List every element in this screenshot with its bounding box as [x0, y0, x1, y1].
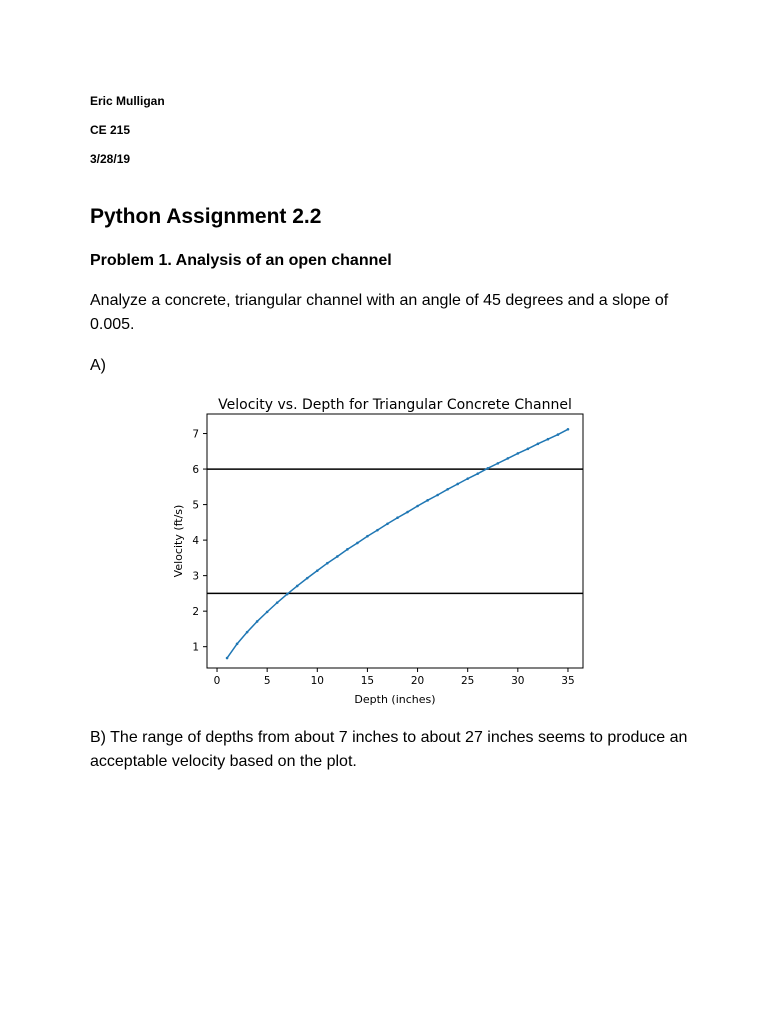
- x-axis: [214, 668, 575, 687]
- data-point: [356, 542, 359, 545]
- problem-heading: Problem 1. Analysis of an open channel: [90, 252, 392, 269]
- assignment-title: Python Assignment 2.2: [90, 205, 322, 228]
- data-point: [366, 535, 369, 538]
- data-point: [256, 620, 259, 623]
- data-point: [436, 494, 439, 497]
- data-point: [446, 488, 449, 491]
- x-tick-label: 20: [410, 675, 425, 687]
- y-axis: [192, 429, 207, 654]
- data-point: [557, 433, 560, 436]
- x-tick-label: 5: [263, 675, 271, 687]
- data-point: [537, 443, 540, 446]
- data-point: [276, 601, 279, 604]
- part-b-answer: B) The range of depths from about 7 inches to about 27 inches seems to produce an acceptable velocity based on the plot.: [90, 729, 688, 770]
- data-point: [316, 569, 319, 572]
- y-tick-label: 4: [192, 535, 199, 548]
- data-point: [486, 467, 489, 470]
- y-tick-label: 2: [192, 606, 199, 619]
- data-point: [236, 643, 239, 646]
- data-point: [226, 657, 229, 660]
- data-point: [376, 529, 379, 532]
- document-date: 3/28/19: [90, 152, 131, 166]
- data-point: [386, 522, 389, 525]
- data-point: [416, 505, 419, 508]
- x-axis-label: Depth (inches): [354, 693, 436, 706]
- data-point: [326, 562, 329, 565]
- part-a-label: A): [90, 357, 106, 374]
- data-point: [527, 448, 530, 451]
- x-tick-label: 35: [561, 675, 575, 687]
- data-point: [246, 631, 249, 634]
- author-name: Eric Mulligan: [90, 94, 165, 108]
- x-tick-label: 0: [213, 675, 221, 687]
- x-tick-label: 25: [461, 675, 475, 687]
- course-code: CE 215: [90, 123, 131, 137]
- data-point: [286, 593, 289, 596]
- data-point: [396, 516, 399, 519]
- data-point: [466, 477, 469, 480]
- data-point: [346, 548, 349, 551]
- data-point: [296, 585, 299, 588]
- y-axis-label: Velocity (ft/s): [172, 504, 185, 578]
- data-point: [456, 483, 459, 486]
- data-point: [266, 611, 269, 614]
- velocity-depth-chart: [165, 390, 595, 712]
- y-tick-label: 7: [192, 428, 199, 441]
- data-point: [517, 452, 520, 455]
- data-point: [336, 555, 339, 558]
- y-tick-label: 6: [192, 464, 199, 477]
- data-point: [406, 511, 409, 514]
- data-point: [426, 499, 429, 502]
- task-description: Analyze a concrete, triangular channel with an angle of 45 degrees and a slope of 0.005.: [90, 292, 669, 333]
- data-point: [567, 428, 570, 431]
- data-point: [496, 462, 499, 465]
- x-tick-label: 30: [511, 675, 525, 687]
- data-point: [507, 457, 510, 460]
- x-tick-label: 15: [360, 675, 375, 687]
- chart-title: Velocity vs. Depth for Triangular Concrete Channel: [218, 397, 572, 413]
- data-point: [306, 577, 309, 580]
- y-tick-label: 3: [192, 570, 199, 583]
- data-point: [547, 438, 550, 441]
- y-tick-label: 1: [192, 641, 199, 654]
- y-tick-label: 5: [192, 499, 199, 512]
- data-point: [476, 472, 479, 475]
- plot-area: [207, 414, 583, 668]
- x-tick-label: 10: [310, 675, 324, 687]
